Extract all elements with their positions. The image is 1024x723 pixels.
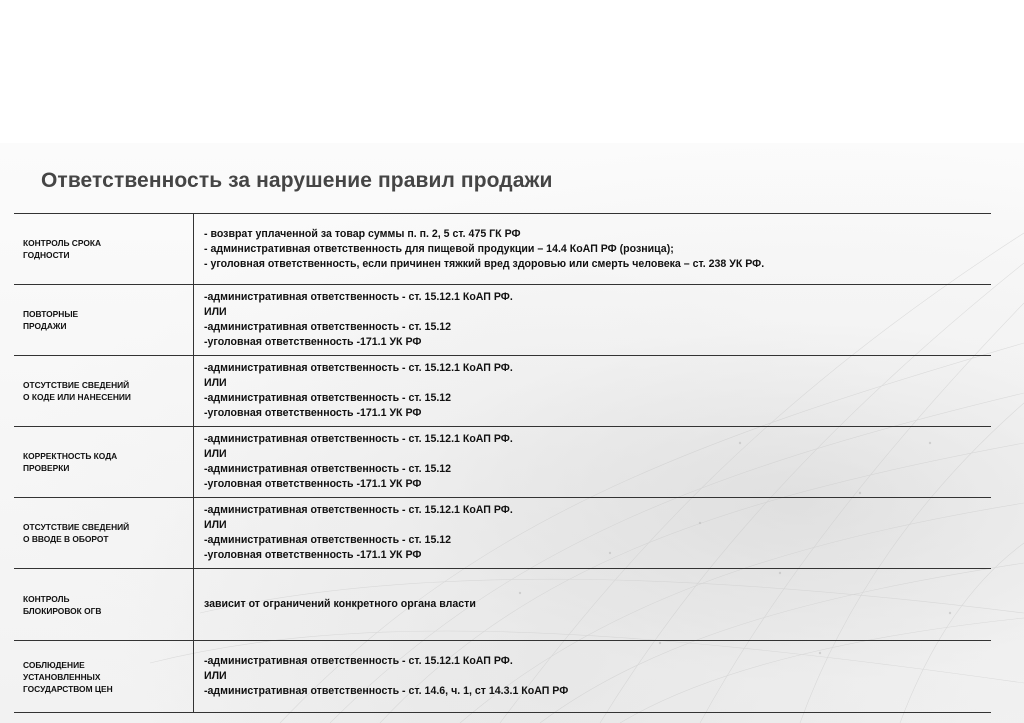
row-label-line: ГОСУДАРСТВОМ ЦЕН (23, 683, 113, 694)
row-label-line: КОНТРОЛЬ (23, 593, 70, 604)
table-row (14, 356, 991, 427)
row-label (14, 427, 194, 498)
row-label-line: ПОВТОРНЫЕ (23, 309, 79, 319)
row-text-line: -уголовная ответственность -171.1 УК РФ (204, 478, 422, 490)
table-row (14, 641, 991, 713)
row-text-line: - уголовная ответственность, если причинен тяжкий вред здоровью или смерть человека – ст. 238 УК РФ. (204, 257, 765, 270)
row-text-line: -уголовная ответственность -171.1 УК РФ (204, 336, 422, 348)
row-text-line: -административная ответственность - ст. 15.12 (204, 321, 452, 333)
row-text-line: -административная ответственность - ст. 15.12.1 КоАП РФ. (204, 504, 513, 516)
row-label (14, 498, 194, 569)
row-text-line: -административная ответственность - ст. 15.12 (204, 392, 452, 404)
row-text-line: - административная ответственность для пищевой продукции – 14.4 КоАП РФ (розница); (204, 242, 674, 255)
row-text-line: -административная ответственность - ст. 15.12.1 КоАП РФ. (204, 655, 513, 667)
row-text-line: -уголовная ответственность -171.1 УК РФ (204, 407, 422, 419)
row-label (14, 569, 194, 641)
row-text-line: -уголовная ответственность -171.1 УК РФ (204, 549, 422, 561)
row-label-line: СОБЛЮДЕНИЕ (23, 659, 85, 670)
row-text-line: ИЛИ (204, 448, 227, 460)
row-text (194, 285, 992, 356)
row-text (194, 214, 992, 285)
row-label-line: ОТСУТСТВИЕ СВЕДЕНИЙ (23, 522, 130, 532)
table-row (14, 285, 991, 356)
row-label-line: ГОДНОСТИ (23, 250, 70, 260)
responsibility-table-body (14, 214, 991, 713)
row-label (14, 641, 194, 713)
row-text-line: ИЛИ (204, 306, 227, 318)
row-text-line: -административная ответственность - ст. 15.12.1 КоАП РФ. (204, 291, 513, 303)
row-label-line: КОРРЕКТНОСТЬ КОДА (23, 451, 118, 461)
row-label (14, 214, 194, 285)
row-text-line: -административная ответственность - ст. 15.12.1 КоАП РФ. (204, 433, 513, 445)
row-text-line: ИЛИ (204, 519, 227, 531)
row-text (194, 427, 992, 498)
row-text-line: -административная ответственность - ст. 15.12 (204, 534, 452, 546)
row-label-line: БЛОКИРОВОК ОГВ (23, 605, 102, 616)
row-label-line: О ВВОДЕ В ОБОРОТ (23, 534, 109, 544)
row-label-line: КОНТРОЛЬ СРОКА (23, 238, 101, 248)
responsibility-table (14, 213, 991, 713)
row-label (14, 356, 194, 427)
row-label-line: О КОДЕ ИЛИ НАНЕСЕНИИ (23, 392, 131, 402)
row-text (194, 498, 992, 569)
row-text (194, 641, 992, 713)
row-label-line: ОТСУТСТВИЕ СВЕДЕНИЙ (23, 380, 130, 390)
page-title: Ответственность за нарушение правил продажи (41, 169, 553, 192)
row-text-line: зависит от ограничений конкретного органа власти (204, 598, 476, 610)
table-row (14, 498, 991, 569)
row-label-line: ПРОВЕРКИ (23, 463, 70, 473)
row-text-line: -административная ответственность - ст. 15.12 (204, 463, 452, 475)
row-text (194, 569, 992, 641)
row-label-line: УСТАНОВЛЕННЫХ (23, 671, 101, 682)
row-text-line: ИЛИ (204, 670, 227, 682)
table-row (14, 569, 991, 641)
row-text-line: -административная ответственность - ст. 15.12.1 КоАП РФ. (204, 362, 513, 374)
slide (0, 143, 1024, 723)
table-row (14, 214, 991, 285)
row-text (194, 356, 992, 427)
row-text-line: -административная ответственность - ст. 14.6, ч. 1, ст 14.3.1 КоАП РФ (204, 685, 569, 697)
table-row (14, 427, 991, 498)
row-label-line: ПРОДАЖИ (23, 321, 67, 331)
row-text-line: - возврат уплаченной за товар суммы п. п. 2, 5 ст. 475 ГК РФ (204, 227, 521, 240)
row-label (14, 285, 194, 356)
row-text-line: ИЛИ (204, 377, 227, 389)
